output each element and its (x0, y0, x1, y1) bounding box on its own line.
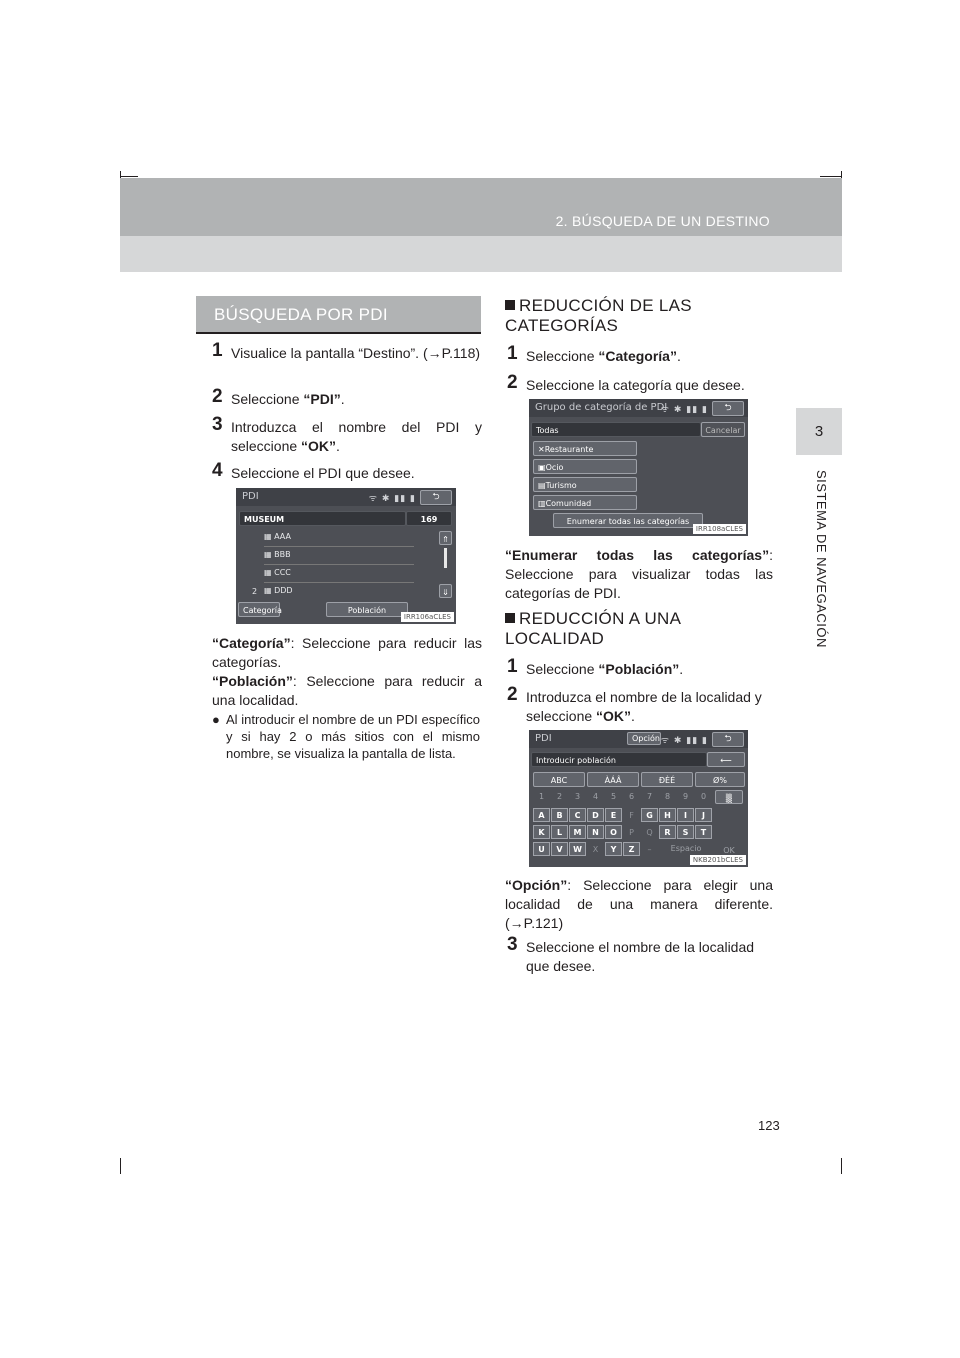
backspace-button[interactable]: ⟵ (707, 752, 745, 767)
crop-mark (841, 1158, 842, 1174)
categoria-button[interactable]: Categoría (238, 602, 280, 617)
city-input-field[interactable]: Introducir población (531, 752, 707, 767)
tourism-icon: ▤ (538, 481, 546, 490)
section-banner: BÚSQUEDA POR PDI (196, 296, 481, 334)
tab-accents-a[interactable]: ÀÁÂ (587, 772, 639, 787)
number-key[interactable]: 5 (611, 792, 617, 801)
letter-key[interactable]: N (587, 825, 604, 839)
poblacion-button[interactable]: Población (326, 602, 408, 617)
poi-search-field[interactable]: MUSEUM (239, 511, 406, 526)
screen-topbar: Grupo de categoría de PDI (529, 399, 748, 417)
back-button[interactable]: ⮌ (712, 732, 744, 747)
desc-categoria: “Categoría”: Seleccione para reducir las categorías. (212, 635, 482, 670)
restaurant-icon: ✕ (538, 445, 545, 454)
letter-key[interactable]: D (587, 808, 604, 822)
subheading-localidad: REDUCCIÓN A UNA LOCALIDAD (505, 609, 681, 648)
number-key[interactable]: 0 (701, 792, 707, 801)
city-input-screen (529, 730, 748, 867)
selected-category-field: Todas (531, 422, 701, 437)
cancel-button[interactable]: Cancelar (701, 422, 745, 437)
letter-key-disabled: P (629, 828, 634, 837)
letter-key[interactable]: E (605, 808, 622, 822)
section-title: 2. BÚSQUEDA DE UN DESTINO (555, 213, 770, 229)
desc-enumerar: “Enumerar todas las categorías”: Seleccione para visualizar todas las categorías de PDI. (505, 547, 773, 601)
crop-mark (120, 176, 138, 177)
bullet-dot: ● (212, 712, 220, 727)
letter-key[interactable]: Y (605, 842, 622, 856)
letter-key[interactable]: G (641, 808, 658, 822)
letter-key[interactable]: L (551, 825, 568, 839)
number-key[interactable]: 6 (629, 792, 635, 801)
leisure-icon: ▣ (538, 463, 546, 472)
list-item[interactable]: ▦ AAA (264, 532, 414, 547)
scroll-up-button[interactable]: ⇑ (439, 531, 452, 545)
letter-key[interactable]: V (551, 842, 568, 856)
letter-key[interactable]: M (569, 825, 586, 839)
list-item[interactable]: ▦ DDD (264, 586, 293, 595)
square-bullet (505, 300, 515, 310)
desc-opcion: “Opción”: Seleccione para elegir una localidad de una manera diferente. (→P.121) (505, 877, 773, 931)
category-group-screen (529, 399, 748, 536)
subheading-categorias: REDUCCIÓN DE LAS CATEGORÍAS (505, 296, 692, 335)
tab-symbols[interactable]: Ø% (695, 772, 745, 787)
letter-key-disabled: Q (646, 828, 653, 837)
number-key[interactable]: 8 (665, 792, 671, 801)
letter-key[interactable]: B (551, 808, 568, 822)
scroll-down-button[interactable]: ⇓ (439, 584, 452, 598)
step-1: 1 Visualice la pantalla “Destino”. (→P.118) (212, 340, 481, 361)
back-button[interactable]: ⮌ (712, 401, 744, 416)
letter-key[interactable]: A (533, 808, 550, 822)
screen-topbar: PDI (529, 730, 748, 748)
step-3: 3 Introduzca el nombre del PDI y seleccione “OK”. (212, 414, 482, 454)
status-icons: ᯤ ✱ ▮▮ ▮ (368, 494, 416, 504)
figure-code: NKB201bCLES (690, 855, 746, 865)
result-count: 169 (406, 511, 452, 526)
category-turismo[interactable]: ▤Turismo (533, 477, 637, 492)
chapter-number-tab: 3 (796, 408, 842, 455)
cat-step-1: 1 Seleccione “Categoría”. (507, 343, 681, 364)
number-key[interactable]: 1 (539, 792, 545, 801)
status-icons: ᯤ ✱ ▮▮ ▮ (660, 736, 708, 746)
back-button[interactable]: ⮌ (420, 490, 452, 505)
category-comunidad[interactable]: ▥Comunidad (533, 495, 637, 510)
letter-key[interactable]: U (533, 842, 550, 856)
tab-abc[interactable]: ABC (533, 772, 585, 787)
list-item[interactable]: ▦ BBB (264, 550, 414, 565)
letter-key[interactable]: I (677, 808, 694, 822)
crop-mark (820, 176, 842, 177)
number-key[interactable]: 2 (557, 792, 563, 801)
letter-key-disabled: F (629, 811, 634, 820)
number-key[interactable]: 9 (683, 792, 689, 801)
step-4: 4 Seleccione el PDI que desee. (212, 460, 415, 481)
figure-code: IRR108aCLES (693, 524, 746, 534)
letter-key[interactable]: K (533, 825, 550, 839)
letter-key[interactable]: W (569, 842, 586, 856)
header-subband (120, 236, 842, 272)
dash-key: – (647, 845, 652, 854)
letter-key[interactable]: S (677, 825, 694, 839)
crop-mark (120, 1158, 121, 1174)
community-icon: ▥ (538, 499, 546, 508)
step-2: 2 Seleccione “PDI”. (212, 386, 345, 407)
status-icons: ᯤ ✱ ▮▮ ▮ (660, 405, 708, 415)
number-key[interactable]: 4 (593, 792, 599, 801)
keyboard-layout-icon[interactable]: ▒ (715, 790, 743, 804)
letter-key[interactable]: R (659, 825, 676, 839)
page-number: 123 (758, 1118, 780, 1133)
tab-accents-e[interactable]: ÐÈÉ (641, 772, 693, 787)
letter-key[interactable]: J (695, 808, 712, 822)
poi-list-screen (236, 488, 456, 624)
number-key[interactable]: 3 (575, 792, 581, 801)
note-bullet: ● Al introducir el nombre de un PDI específico y si hay 2 o más sitios con el mismo nombre, se visualiza la pantalla de lista. (212, 712, 480, 761)
category-ocio[interactable]: ▣Ocio (533, 459, 637, 474)
cat-step-2: 2 Seleccione la categoría que desee. (507, 372, 745, 393)
number-key[interactable]: 7 (647, 792, 653, 801)
letter-key[interactable]: T (695, 825, 712, 839)
chapter-label: SISTEMA DE NAVEGACIÓN (814, 470, 829, 648)
screen-topbar: PDI (236, 488, 456, 506)
letter-key[interactable]: Z (623, 842, 640, 856)
letter-key[interactable]: O (605, 825, 622, 839)
loc-step-3: 3 Seleccione el nombre de la localidad que desee. (507, 934, 755, 974)
category-restaurante[interactable]: ✕Restaurante (533, 441, 637, 456)
letter-key-disabled: X (592, 845, 599, 854)
square-bullet (505, 613, 515, 623)
letter-key[interactable]: C (569, 808, 586, 822)
desc-poblacion: “Población”: Seleccione para reducir a una localidad. (212, 673, 482, 708)
list-item[interactable]: ▦ CCC (264, 568, 414, 583)
scrollbar[interactable] (444, 548, 447, 568)
space-button[interactable]: Espacio (670, 844, 702, 853)
opcion-button[interactable]: Opción (627, 732, 661, 745)
figure-code: IRR106aCLES (401, 612, 454, 622)
loc-step-1: 1 Seleccione “Población”. (507, 656, 684, 677)
loc-step-2: 2 Introduzca el nombre de la localidad y seleccione “OK”. (507, 684, 762, 724)
letter-key[interactable]: H (659, 808, 676, 822)
ok-button[interactable]: OK (723, 846, 735, 855)
list-all-categories-button[interactable]: Enumerar todas las categorías (553, 513, 703, 528)
page-indicator: 2 (252, 587, 258, 596)
